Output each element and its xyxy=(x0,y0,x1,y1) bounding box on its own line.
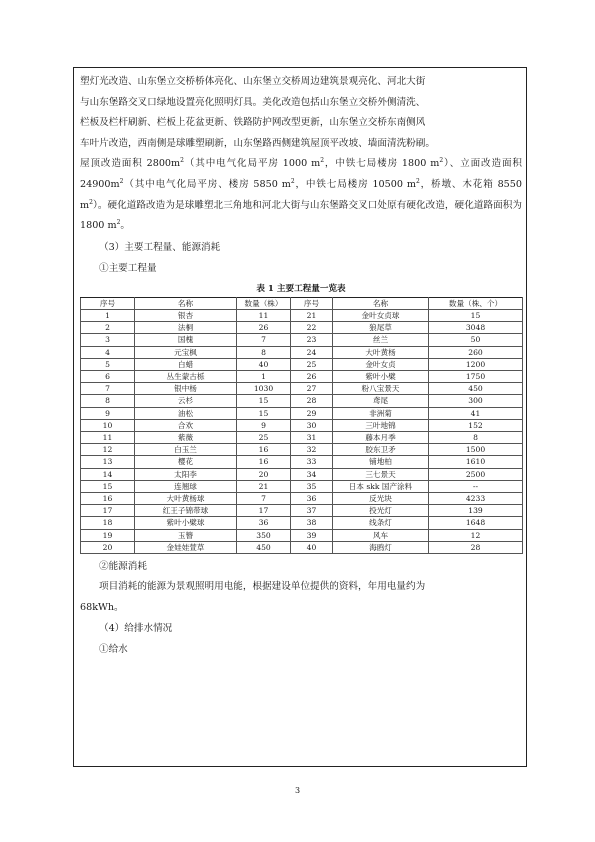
subsection-water-title: ①给水 xyxy=(99,644,128,656)
cell-no-2: 21 xyxy=(291,309,333,321)
body-line-3: 栏板及栏杆刷新、栏板上花盆更新、铁路防护网改型更新，山东堡立交桥东南侧风 xyxy=(80,117,426,129)
table-row xyxy=(81,334,523,346)
cell-qty: 15 xyxy=(237,407,291,419)
cell-qty-2: 12 xyxy=(429,529,523,541)
col-header-name: 名称 xyxy=(135,297,237,309)
cell-qty: 1030 xyxy=(237,383,291,395)
cell-no-2: 31 xyxy=(291,431,333,443)
cell-qty: 1 xyxy=(237,370,291,382)
superscript-2: 2 xyxy=(415,177,420,185)
cell-qty: 9 xyxy=(237,419,291,431)
cell-no: 13 xyxy=(81,456,135,468)
cell-qty: 15 xyxy=(237,395,291,407)
cell-no: 19 xyxy=(81,529,135,541)
cell-name-2: 金叶女贞 xyxy=(333,358,429,370)
cell-qty: 25 xyxy=(237,431,291,443)
area-text-4: ）、立面改造面积 24900m xyxy=(80,158,522,190)
cell-qty-2: 139 xyxy=(429,505,523,517)
cell-no-2: 25 xyxy=(291,358,333,370)
area-text-7: ，桥墩、木花箱 8550 m xyxy=(80,178,522,211)
cell-name: 合欢 xyxy=(135,419,237,431)
cell-no: 16 xyxy=(81,493,135,505)
cell-name: 白蜡 xyxy=(135,358,237,370)
cell-name: 太阳李 xyxy=(135,468,237,480)
area-text-1: 屋顶改造面积 2800m xyxy=(80,158,181,170)
area-text-9: 。 xyxy=(120,220,130,232)
cell-name-2: 海鸥灯 xyxy=(333,541,429,553)
cell-name: 连翘球 xyxy=(135,480,237,492)
cell-name: 丛生蒙古栎 xyxy=(135,370,237,382)
cell-name: 银中杨 xyxy=(135,383,237,395)
cell-no-2: 29 xyxy=(291,407,333,419)
cell-qty: 26 xyxy=(237,322,291,334)
table-row xyxy=(81,493,523,505)
cell-qty-2: 1750 xyxy=(429,370,523,382)
cell-no-2: 24 xyxy=(291,346,333,358)
cell-name-2: 日本 skk 国产涂料 xyxy=(333,480,429,492)
cell-qty-2: 300 xyxy=(429,395,523,407)
cell-name: 油松 xyxy=(135,407,237,419)
page-content xyxy=(80,72,522,660)
area-text-3: ，中铁七局楼房 1800 m xyxy=(324,158,440,170)
cell-qty: 21 xyxy=(237,480,291,492)
cell-qty: 17 xyxy=(237,505,291,517)
cell-no: 3 xyxy=(81,334,135,346)
table-row xyxy=(81,444,523,456)
cell-name: 云杉 xyxy=(135,395,237,407)
col-header-name-2: 名称 xyxy=(333,297,429,309)
cell-name: 樱花 xyxy=(135,456,237,468)
cell-qty: 7 xyxy=(237,493,291,505)
superscript-2: 2 xyxy=(119,177,124,185)
cell-no: 10 xyxy=(81,419,135,431)
cell-qty-2: 28 xyxy=(429,541,523,553)
cell-name-2: 反光块 xyxy=(333,493,429,505)
superscript-2: 2 xyxy=(180,157,184,165)
cell-qty-2: 8 xyxy=(429,431,523,443)
cell-qty-2: 15 xyxy=(429,309,523,321)
cell-qty: 16 xyxy=(237,444,291,456)
cell-name: 紫叶小檗球 xyxy=(135,517,237,529)
col-header-no: 序号 xyxy=(81,297,135,309)
cell-no: 2 xyxy=(81,322,135,334)
cell-no-2: 34 xyxy=(291,468,333,480)
body-line-1: 塑灯光改造、山东堡立交桥桥体亮化、山东堡立交桥周边建筑景观亮化、河北大街 xyxy=(80,76,426,87)
col-header-no-2: 序号 xyxy=(291,297,333,309)
cell-name-2: 三七景天 xyxy=(333,468,429,480)
cell-qty-2: 50 xyxy=(429,334,523,346)
energy-line-1: 项目消耗的能源为景观照明用电能，根据建设单位提供的资料，年用电量约为 xyxy=(99,581,426,593)
cell-name-2: 藤本月季 xyxy=(333,431,429,443)
table-row xyxy=(81,407,523,419)
cell-qty-2: 3048 xyxy=(429,322,523,334)
cell-qty-2: 450 xyxy=(429,383,523,395)
table-row xyxy=(81,395,523,407)
cell-name: 法桐 xyxy=(135,322,237,334)
col-header-qty-2: 数量（株、个） xyxy=(429,297,523,309)
cell-qty-2: 152 xyxy=(429,419,523,431)
cell-name: 元宝枫 xyxy=(135,346,237,358)
cell-qty-2: 1200 xyxy=(429,358,523,370)
cell-no: 18 xyxy=(81,517,135,529)
table-row xyxy=(81,517,523,529)
cell-name-2: 丝兰 xyxy=(333,334,429,346)
cell-qty: 11 xyxy=(237,309,291,321)
cell-qty-2: 1648 xyxy=(429,517,523,529)
superscript-2: 2 xyxy=(320,157,325,165)
cell-qty: 36 xyxy=(237,517,291,529)
cell-no: 12 xyxy=(81,444,135,456)
superscript-2: 2 xyxy=(439,157,444,165)
table-row xyxy=(81,431,523,443)
cell-qty-2: 2500 xyxy=(429,468,523,480)
cell-name: 红王子锦带球 xyxy=(135,505,237,517)
table-row xyxy=(81,346,523,358)
cell-no-2: 36 xyxy=(291,493,333,505)
cell-name: 国槐 xyxy=(135,334,237,346)
superscript-2: 2 xyxy=(290,177,295,185)
table-row xyxy=(81,529,523,541)
cell-name-2: 大叶黄杨 xyxy=(333,346,429,358)
section-4-title: （4）给排水情况 xyxy=(99,623,173,635)
table-row xyxy=(81,370,523,382)
cell-name: 金娃娃萱草 xyxy=(135,541,237,553)
subsection-works-title: ①主要工程量 xyxy=(99,262,157,274)
cell-qty: 8 xyxy=(237,346,291,358)
cell-qty-2: 4233 xyxy=(429,493,523,505)
table-row xyxy=(81,383,523,395)
cell-qty: 7 xyxy=(237,334,291,346)
table-row xyxy=(81,419,523,431)
table-row xyxy=(81,456,523,468)
cell-no-2: 35 xyxy=(291,480,333,492)
cell-no-2: 39 xyxy=(291,529,333,541)
col-header-qty: 数量（株） xyxy=(237,297,291,309)
table-row xyxy=(81,358,523,370)
cell-name: 白玉兰 xyxy=(135,444,237,456)
works-table xyxy=(80,297,523,554)
table-row xyxy=(81,322,523,334)
cell-no: 11 xyxy=(81,431,135,443)
cell-no-2: 23 xyxy=(291,334,333,346)
cell-no: 7 xyxy=(81,383,135,395)
cell-qty: 16 xyxy=(237,456,291,468)
table-row xyxy=(81,505,523,517)
table-row xyxy=(81,309,523,321)
cell-no: 4 xyxy=(81,346,135,358)
cell-no-2: 26 xyxy=(291,370,333,382)
subsection-energy-title: ②能源消耗 xyxy=(99,561,147,573)
cell-name-2: 风车 xyxy=(333,529,429,541)
cell-name: 玉簪 xyxy=(135,529,237,541)
cell-no-2: 30 xyxy=(291,419,333,431)
area-paragraph xyxy=(80,154,522,236)
cell-qty: 20 xyxy=(237,468,291,480)
table-header-row xyxy=(81,297,523,309)
cell-no: 9 xyxy=(81,407,135,419)
cell-name-2: 鸢尾 xyxy=(333,395,429,407)
cell-qty: 40 xyxy=(237,358,291,370)
cell-no-2: 28 xyxy=(291,395,333,407)
area-text-6: ，中铁七局楼房 10500 m xyxy=(294,178,416,190)
area-text-2: （其中电气化局平房 1000 m xyxy=(183,158,321,170)
cell-name-2: 胶东卫矛 xyxy=(333,444,429,456)
cell-qty-2: 41 xyxy=(429,407,523,419)
cell-no: 8 xyxy=(81,395,135,407)
cell-no-2: 38 xyxy=(291,517,333,529)
table-row xyxy=(81,541,523,553)
superscript-2: 2 xyxy=(89,198,93,206)
cell-no-2: 32 xyxy=(291,444,333,456)
cell-name-2: 铺地柏 xyxy=(333,456,429,468)
cell-name-2: 线条灯 xyxy=(333,517,429,529)
cell-name-2: 非洲菊 xyxy=(333,407,429,419)
cell-no-2: 37 xyxy=(291,505,333,517)
cell-no: 15 xyxy=(81,480,135,492)
cell-name-2: 三叶地锦 xyxy=(333,419,429,431)
cell-name-2: 金叶女贞球 xyxy=(333,309,429,321)
cell-qty-2: -- xyxy=(429,480,523,492)
cell-no-2: 27 xyxy=(291,383,333,395)
area-text-8: ）。硬化道路改造为是球雕塑北三角地和河北大街与山东堡路交叉口处原有硬化改造，硬化道路面积为 1800 m xyxy=(80,199,522,232)
cell-no: 20 xyxy=(81,541,135,553)
superscript-2: 2 xyxy=(116,218,121,226)
body-line-2: 与山东堡路交叉口绿地设置亮化照明灯具。美化改造包括山东堡立交桥外侧清洗、 xyxy=(80,96,426,108)
cell-no: 5 xyxy=(81,358,135,370)
cell-qty-2: 1610 xyxy=(429,456,523,468)
cell-no-2: 40 xyxy=(291,541,333,553)
cell-qty: 350 xyxy=(237,529,291,541)
cell-qty-2: 260 xyxy=(429,346,523,358)
cell-name-2: 紫叶小檗 xyxy=(333,370,429,382)
area-text-5: （其中电气化局平房、楼房 5850 m xyxy=(123,178,291,190)
cell-no: 14 xyxy=(81,468,135,480)
cell-name: 紫薇 xyxy=(135,431,237,443)
cell-name-2: 狼尾草 xyxy=(333,322,429,334)
table-body xyxy=(81,309,523,553)
cell-qty-2: 1500 xyxy=(429,444,523,456)
body-line-4: 车叶片改造，西南侧是球雕塑刷新，山东堡路西侧建筑屋顶平改坡、墙面清洗粉刷。 xyxy=(80,137,435,149)
cell-qty: 450 xyxy=(237,541,291,553)
energy-line-2: 68kWh。 xyxy=(80,601,124,613)
section-3-title: （3）主要工程量、能源消耗 xyxy=(99,241,221,253)
cell-no: 1 xyxy=(81,309,135,321)
page-number: 3 xyxy=(294,786,301,795)
cell-no-2: 22 xyxy=(291,322,333,334)
cell-name: 银杏 xyxy=(135,309,237,321)
table-caption: 表 1 主要工程量一览表 xyxy=(256,283,346,294)
cell-name-2: 粉八宝景天 xyxy=(333,383,429,395)
cell-no: 17 xyxy=(81,505,135,517)
cell-name: 大叶黄杨球 xyxy=(135,493,237,505)
table-row xyxy=(81,468,523,480)
cell-name-2: 投光灯 xyxy=(333,505,429,517)
cell-no-2: 33 xyxy=(291,456,333,468)
cell-no: 6 xyxy=(81,370,135,382)
table-row xyxy=(81,480,523,492)
